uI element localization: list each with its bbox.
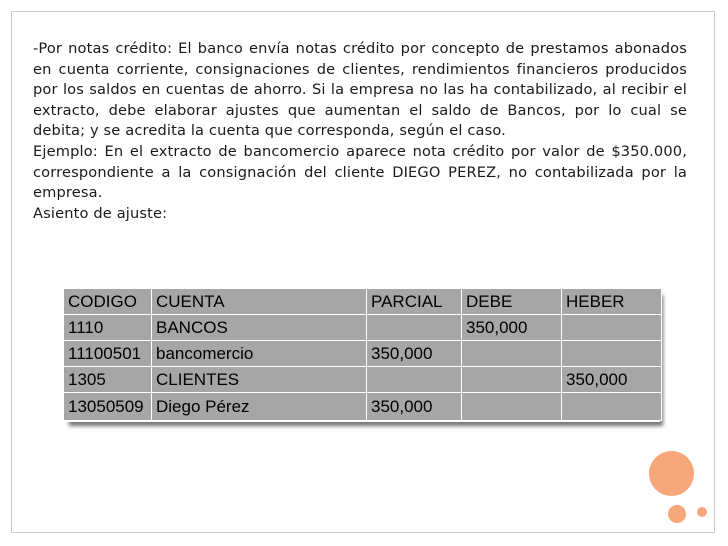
cell-heber: [562, 393, 662, 421]
cell-cuenta: bancomercio: [152, 341, 367, 367]
table-row: [64, 315, 662, 341]
decorative-circle-medium: [668, 505, 686, 523]
header-parcial: PARCIAL: [367, 289, 462, 315]
decorative-circle-large: [649, 451, 694, 496]
cell-cuenta: Diego Pérez: [152, 393, 367, 421]
body-text: [33, 39, 687, 224]
header-debe: DEBE: [462, 289, 562, 315]
paragraph-asiento-label: Asiento de ajuste:: [33, 204, 168, 222]
paragraph-notas-credito: -Por notas crédito: El banco envía notas crédito por concepto de prestamos abonados en cuenta corriente, consignaciones de clientes, rendimientos financieros producidos por los saldos en cuentas de ahorro. Si la empresa no las ha contabilizado, al recibir el extracto, debe elaborar ajustes que aumentan el saldo de Bancos, por lo cual se debita; y se acredita la cuenta que corresponda, según el caso.: [33, 40, 687, 140]
header-heber: HEBER: [562, 289, 662, 315]
cell-debe: [462, 393, 562, 421]
table-row: [64, 393, 662, 421]
cell-parcial: [367, 315, 462, 341]
cell-parcial: 350,000: [367, 341, 462, 367]
cell-parcial: [367, 367, 462, 393]
cell-cuenta: CLIENTES: [152, 367, 367, 393]
header-codigo: CODIGO: [64, 289, 152, 315]
paragraph-ejemplo: Ejemplo: En el extracto de bancomercio aparece nota crédito por valor de $350.000, correspondiente a la consignación del cliente DIEGO PEREZ, no contabilizada por la empresa.: [33, 142, 687, 202]
cell-codigo: 1305: [64, 367, 152, 393]
cell-codigo: 1110: [64, 315, 152, 341]
cell-cuenta: BANCOS: [152, 315, 367, 341]
cell-parcial: 350,000: [367, 393, 462, 421]
cell-heber: 350,000: [562, 367, 662, 393]
table-row: [64, 341, 662, 367]
header-cuenta: CUENTA: [152, 289, 367, 315]
cell-debe: [462, 367, 562, 393]
cell-codigo: 11100501: [64, 341, 152, 367]
asiento-table: [63, 288, 662, 421]
decorative-circle-small: [697, 507, 707, 517]
table-row: [64, 367, 662, 393]
cell-debe: 350,000: [462, 315, 562, 341]
cell-debe: [462, 341, 562, 367]
cell-codigo: 13050509: [64, 393, 152, 421]
cell-heber: [562, 341, 662, 367]
cell-heber: [562, 315, 662, 341]
table-header-row: [64, 289, 662, 315]
